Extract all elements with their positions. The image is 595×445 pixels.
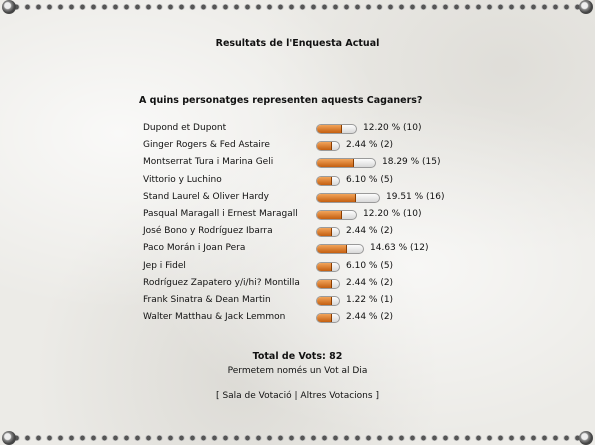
total-votes: Total de Vots: 82 — [252, 351, 343, 362]
other-polls-link[interactable]: Altres Votacions — [300, 391, 373, 401]
result-bar-fill — [317, 142, 332, 150]
result-bar — [316, 193, 380, 203]
result-bar — [316, 244, 364, 254]
result-percent: 6.10 % (5) — [346, 260, 394, 271]
bracket-open: [ — [216, 391, 220, 401]
result-percent: 2.44 % (2) — [346, 140, 394, 151]
result-bar-fill — [317, 297, 332, 305]
corner-rivet-icon — [579, 431, 593, 445]
result-bar — [316, 141, 340, 151]
result-percent: 2.44 % (2) — [346, 226, 394, 237]
corner-rivet-icon — [2, 431, 16, 445]
result-name: Paco Morán i Joan Pera — [143, 243, 246, 254]
corner-rivet-icon — [2, 0, 16, 14]
result-bar-fill — [317, 177, 332, 185]
corner-rivet-icon — [579, 0, 593, 14]
result-percent: 12.20 % (10) — [363, 208, 422, 219]
result-bar-fill — [317, 245, 347, 253]
top-border-rivets — [0, 2, 595, 12]
poll-links — [0, 391, 595, 401]
result-name: Stand Laurel & Oliver Hardy — [143, 191, 269, 202]
result-bar-fill — [317, 125, 342, 133]
result-bar-fill — [317, 280, 332, 288]
result-bar — [316, 279, 340, 289]
result-name: Dupond et Dupont — [143, 123, 227, 133]
result-name: Frank Sinatra & Dean Martin — [143, 294, 271, 305]
result-bar — [316, 313, 340, 323]
result-bar — [316, 262, 340, 272]
result-bar-fill — [317, 159, 354, 167]
page-title: Resultats de l'Enquesta Actual — [215, 38, 380, 49]
result-bar-fill — [317, 194, 356, 202]
result-bar — [316, 296, 340, 306]
voting-room-link[interactable]: Sala de Votació — [222, 391, 292, 401]
result-name: Ginger Rogers & Fed Astaire — [143, 140, 270, 151]
result-percent: 14.63 % (12) — [370, 243, 429, 254]
result-percent: 19.51 % (16) — [386, 191, 445, 202]
result-bar-fill — [317, 211, 342, 219]
result-bar — [316, 176, 340, 186]
result-name: Walter Matthau & Jack Lemmon — [143, 312, 286, 323]
vote-restriction-note: Permetem només un Vot al Dia — [227, 366, 368, 376]
bracket-close: ] — [375, 391, 379, 401]
result-name: Montserrat Tura i Marina Geli — [143, 157, 274, 168]
result-percent: 1.22 % (1) — [346, 294, 394, 305]
result-percent: 12.20 % (10) — [363, 123, 422, 133]
result-name: Vittorio y Luchino — [143, 174, 222, 185]
result-name: Pasqual Maragall i Ernest Maragall — [143, 208, 298, 219]
result-bar-fill — [317, 314, 332, 322]
result-bar — [316, 124, 357, 134]
result-name: Rodríguez Zapatero y/i/hi? Montilla — [143, 277, 300, 288]
result-percent: 18.29 % (15) — [382, 157, 441, 168]
result-bar-fill — [317, 228, 332, 236]
result-bar — [316, 158, 376, 168]
bottom-border-rivets — [0, 433, 595, 443]
result-bar — [316, 210, 357, 220]
link-separator: | — [294, 391, 298, 401]
result-name: Jep i Fidel — [143, 260, 186, 271]
result-percent: 6.10 % (5) — [346, 174, 394, 185]
result-bar — [316, 227, 340, 237]
result-name: José Bono y Rodríguez Ibarra — [143, 226, 273, 237]
poll-question: A quins personatges representen aquests Caganers? — [139, 95, 423, 106]
result-percent: 2.44 % (2) — [346, 277, 394, 288]
result-percent: 2.44 % (2) — [346, 312, 394, 323]
result-bar-fill — [317, 263, 332, 271]
